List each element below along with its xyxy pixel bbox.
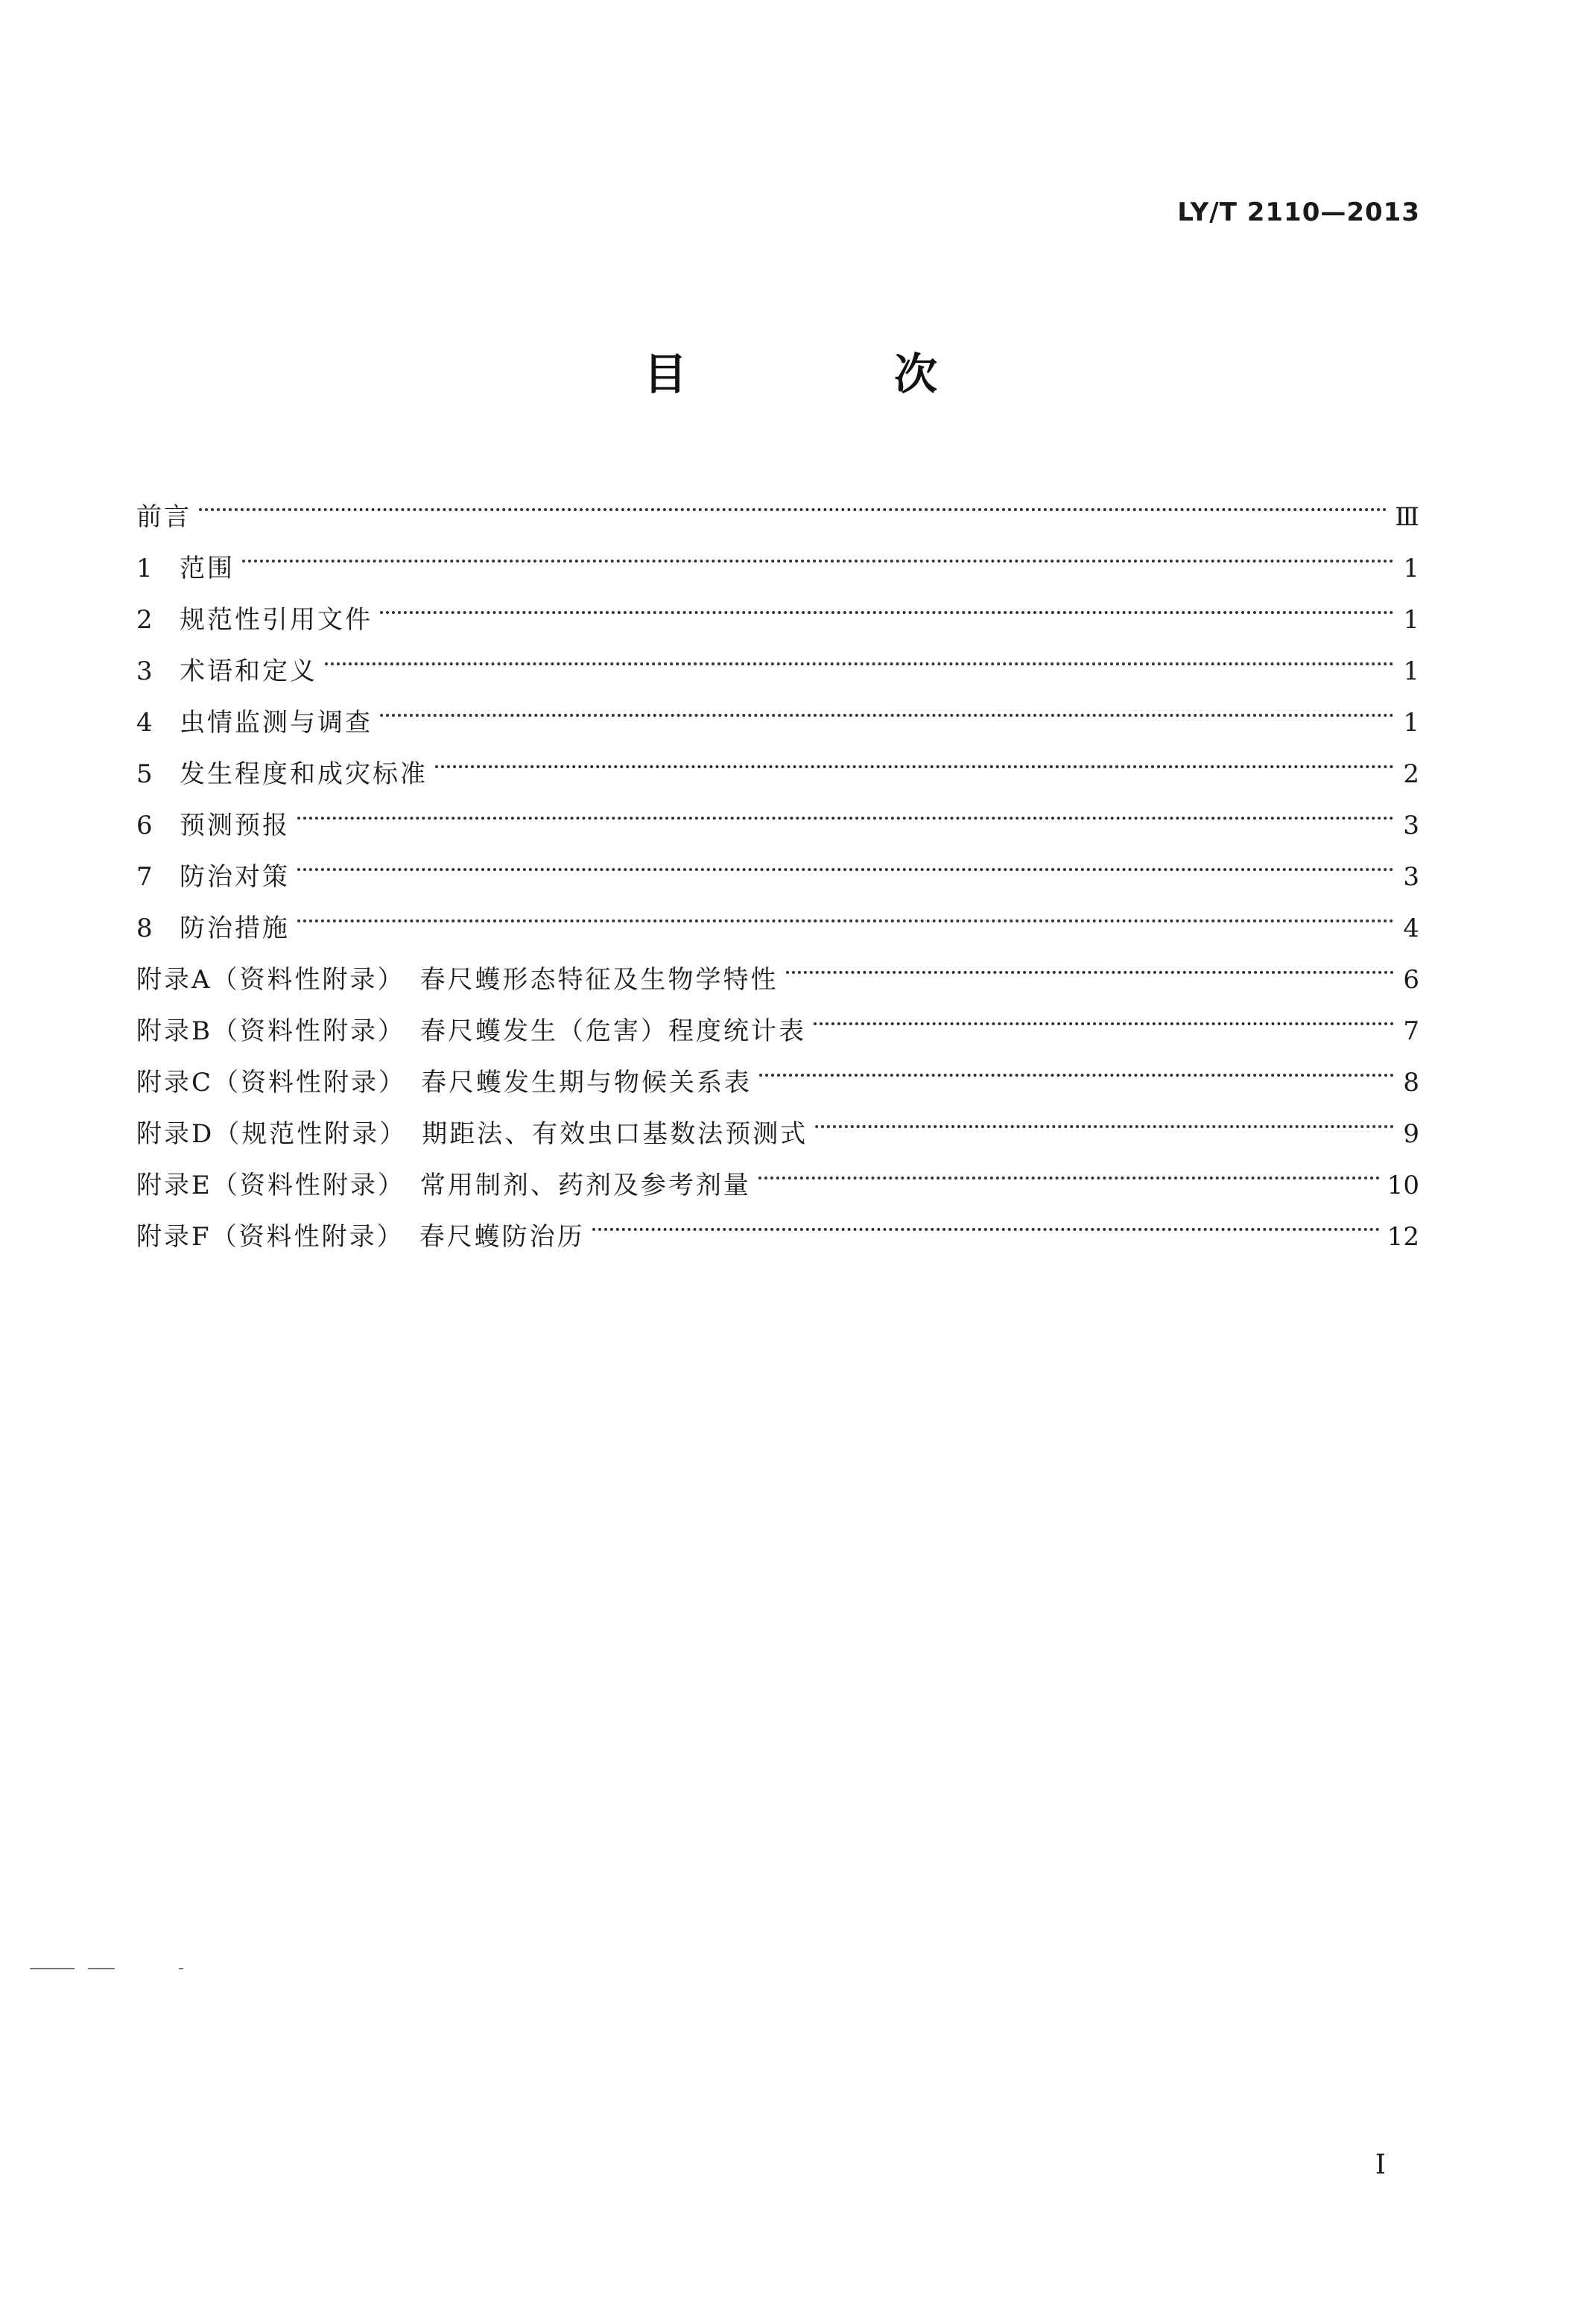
toc-entry-4[interactable]	[136, 680, 1419, 738]
toc-entry-page: 1	[1403, 554, 1419, 583]
toc-entry-8[interactable]	[136, 885, 1419, 943]
toc-entry-label: 防治对策	[180, 862, 290, 892]
toc-entry-number: 1	[136, 554, 153, 583]
toc-entry-1[interactable]	[136, 525, 1419, 583]
toc-entry-page: Ⅲ	[1395, 502, 1419, 532]
toc-entry-page: 2	[1403, 759, 1419, 789]
toc-entry-label: 防治措施	[180, 914, 290, 943]
dot-leader	[242, 525, 1394, 577]
toc-entry-label: 附录C（资料性附录） 春尺蠖发生期与物候关系表	[136, 1068, 753, 1098]
dot-leader	[297, 834, 1394, 885]
toc-entry-page: 4	[1403, 914, 1419, 943]
page-title: 目 次	[643, 349, 1019, 399]
toc-entry-2[interactable]	[136, 577, 1419, 635]
toc-entry-number: 4	[136, 708, 153, 738]
toc-entry-page: 12	[1387, 1222, 1419, 1252]
dot-leader	[297, 782, 1394, 834]
scan-artifact	[30, 1968, 75, 1969]
scan-artifact	[179, 1968, 183, 1969]
dot-leader	[380, 680, 1394, 731]
dot-leader	[814, 988, 1394, 1039]
toc-entry-number: 6	[136, 811, 153, 840]
toc-entry-page: 7	[1403, 1016, 1419, 1046]
toc-entry-label: 虫情监测与调查	[180, 708, 373, 738]
toc-entry-page: 1	[1403, 656, 1419, 686]
toc-entry-label: 术语和定义	[180, 656, 317, 686]
dot-leader	[759, 1039, 1394, 1091]
toc-entry-label: 前言	[136, 502, 191, 532]
toc-entry-page: 10	[1387, 1171, 1419, 1200]
toc-entry-page: 3	[1403, 811, 1419, 840]
toc-entry-page: 6	[1403, 965, 1419, 995]
dot-leader	[199, 474, 1387, 525]
toc-entry-label: 发生程度和成灾标准	[180, 759, 428, 789]
toc-entry-number: 2	[136, 605, 153, 635]
dot-leader	[297, 885, 1394, 937]
table-of-contents	[136, 474, 1419, 1252]
toc-entry-label: 附录E（资料性附录） 常用制剂、药剂及参考剂量	[136, 1171, 751, 1200]
dot-leader	[380, 577, 1394, 628]
toc-entry-label: 附录B（资料性附录） 春尺蠖发生（危害）程度统计表	[136, 1016, 806, 1046]
toc-entry-3[interactable]	[136, 628, 1419, 686]
dot-leader	[592, 1194, 1380, 1245]
toc-entry-appendix-a[interactable]	[136, 937, 1419, 995]
toc-entry-6[interactable]	[136, 782, 1419, 840]
toc-entry-label: 附录A（资料性附录） 春尺蠖形态特征及生物学特性	[136, 965, 779, 995]
scan-artifact	[88, 1968, 115, 1969]
toc-entry-label: 附录D（规范性附录） 期距法、有效虫口基数法预测式	[136, 1119, 808, 1149]
toc-entry-label: 预测预报	[180, 811, 290, 840]
toc-entry-page: 3	[1403, 862, 1419, 892]
dot-leader	[325, 628, 1394, 680]
toc-entry-7[interactable]	[136, 834, 1419, 892]
toc-entry-page: 1	[1403, 605, 1419, 635]
dot-leader	[758, 1142, 1380, 1194]
toc-entry-label: 规范性引用文件	[180, 605, 373, 635]
page-number: I	[1375, 2150, 1386, 2180]
toc-entry-number: 8	[136, 914, 153, 943]
toc-entry-foreword[interactable]	[136, 474, 1419, 532]
toc-entry-number: 5	[136, 759, 153, 789]
toc-entry-number: 7	[136, 862, 153, 892]
toc-entry-page: 1	[1403, 708, 1419, 738]
toc-entry-label: 范围	[180, 554, 235, 583]
dot-leader	[435, 731, 1394, 782]
dot-leader	[786, 937, 1394, 988]
toc-entry-page: 8	[1403, 1068, 1419, 1098]
toc-entry-label: 附录F（资料性附录） 春尺蠖防治历	[136, 1222, 585, 1252]
toc-entry-number: 3	[136, 656, 153, 686]
dot-leader	[815, 1091, 1394, 1142]
toc-entry-page: 9	[1403, 1119, 1419, 1149]
standard-code: LY/T 2110—2013	[1177, 197, 1420, 227]
